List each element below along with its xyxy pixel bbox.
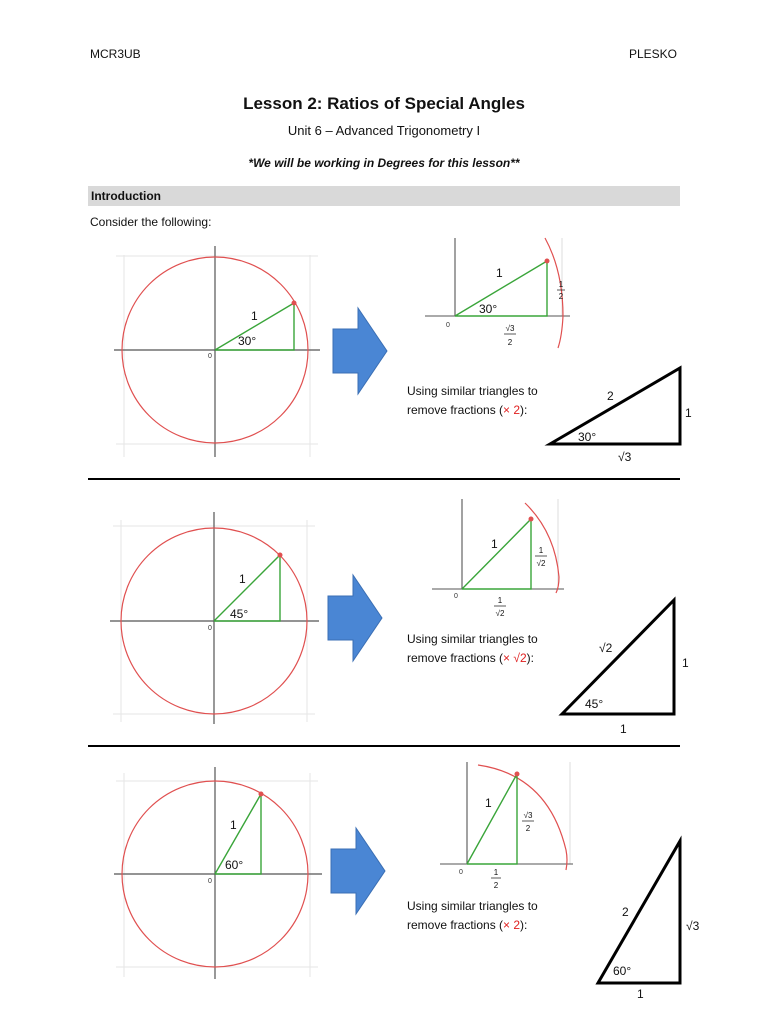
unit-circle-30 [110, 243, 325, 466]
course-code: MCR3UB [90, 47, 141, 61]
multiplier: × 2 [503, 918, 521, 932]
special-triangle-45 [550, 590, 700, 745]
zoom-angle-label: 30° [479, 302, 498, 316]
section-header-introduction: Introduction [88, 186, 680, 206]
arrow-right-icon [328, 825, 388, 922]
adjacent-label: 1 [637, 987, 644, 1001]
opposite-numerator: 1 [558, 280, 564, 289]
special-triangle-60 [590, 835, 710, 1008]
adjacent-numerator: √3 [505, 324, 515, 333]
opposite-label: √3 [686, 919, 700, 933]
adjacent-label: 1 [620, 722, 627, 736]
hypotenuse-label: √2 [599, 641, 613, 655]
row-divider [88, 478, 680, 480]
opposite-label: 1 [682, 656, 689, 670]
zoomed-triangle-45 [430, 497, 570, 628]
angle-label: 30° [578, 430, 597, 444]
opposite-label: 1 [685, 406, 692, 420]
zoom-origin-label: 0 [459, 869, 463, 876]
adjacent-denominator: 2 [507, 338, 513, 347]
hypotenuse-label: 1 [239, 572, 246, 586]
zoom-origin-label: 0 [454, 593, 458, 600]
teacher-name: PLESKO [628, 47, 677, 61]
row-divider [88, 745, 680, 747]
adjacent-label: √3 [618, 450, 632, 464]
unit-circle-60 [110, 765, 325, 988]
angle-label: 45° [585, 697, 604, 711]
hypotenuse-label: 2 [622, 905, 629, 919]
origin-label: 0 [208, 878, 212, 885]
zoom-origin-label: 0 [446, 322, 450, 329]
angle-label: 60° [225, 858, 244, 872]
zoom-hypotenuse-label: 1 [496, 266, 503, 280]
zoom-hypotenuse-label: 1 [491, 537, 498, 551]
opposite-numerator: √3 [523, 811, 533, 820]
adjacent-denominator: 2 [493, 881, 499, 890]
adjacent-numerator: 1 [493, 868, 499, 877]
page-subtitle: Unit 6 – Advanced Trigonometry I [287, 123, 481, 138]
angle-label: 60° [613, 964, 632, 978]
similar-triangles-caption: Using similar triangles to remove fractions (× √2): [407, 632, 538, 665]
multiplier: × 2 [503, 403, 521, 417]
hypotenuse-label: 1 [230, 818, 237, 832]
zoom-hypotenuse-label: 1 [485, 796, 492, 810]
intro-text: Consider the following: [90, 215, 212, 229]
opposite-denominator: √2 [536, 559, 546, 568]
unit-circle-45 [107, 510, 322, 733]
zoomed-triangle-30 [425, 236, 585, 359]
arrow-right-icon [325, 572, 385, 669]
adjacent-numerator: 1 [497, 596, 503, 605]
hypotenuse-label: 1 [251, 309, 258, 323]
opposite-denominator: 2 [558, 292, 564, 301]
angle-label: 30° [238, 334, 257, 348]
hypotenuse-label: 2 [607, 389, 614, 403]
zoomed-triangle-60 [438, 760, 578, 901]
multiplier: × √2 [503, 651, 527, 665]
origin-label: 0 [208, 353, 212, 360]
adjacent-denominator: √2 [495, 609, 505, 618]
angle-label: 45° [230, 607, 249, 621]
opposite-numerator: 1 [538, 546, 544, 555]
degrees-note: *We will be working in Degrees for this lesson** [248, 156, 520, 170]
special-triangle-30 [540, 362, 700, 472]
opposite-denominator: 2 [525, 824, 531, 833]
similar-triangles-caption: Using similar triangles to remove fractions (× 2): [407, 899, 538, 932]
origin-label: 0 [208, 625, 212, 632]
page-title: Lesson 2: Ratios of Special Angles [243, 94, 525, 113]
similar-triangles-caption: Using similar triangles to remove fractions (× 2): [407, 384, 538, 417]
arrow-right-icon [330, 305, 390, 402]
